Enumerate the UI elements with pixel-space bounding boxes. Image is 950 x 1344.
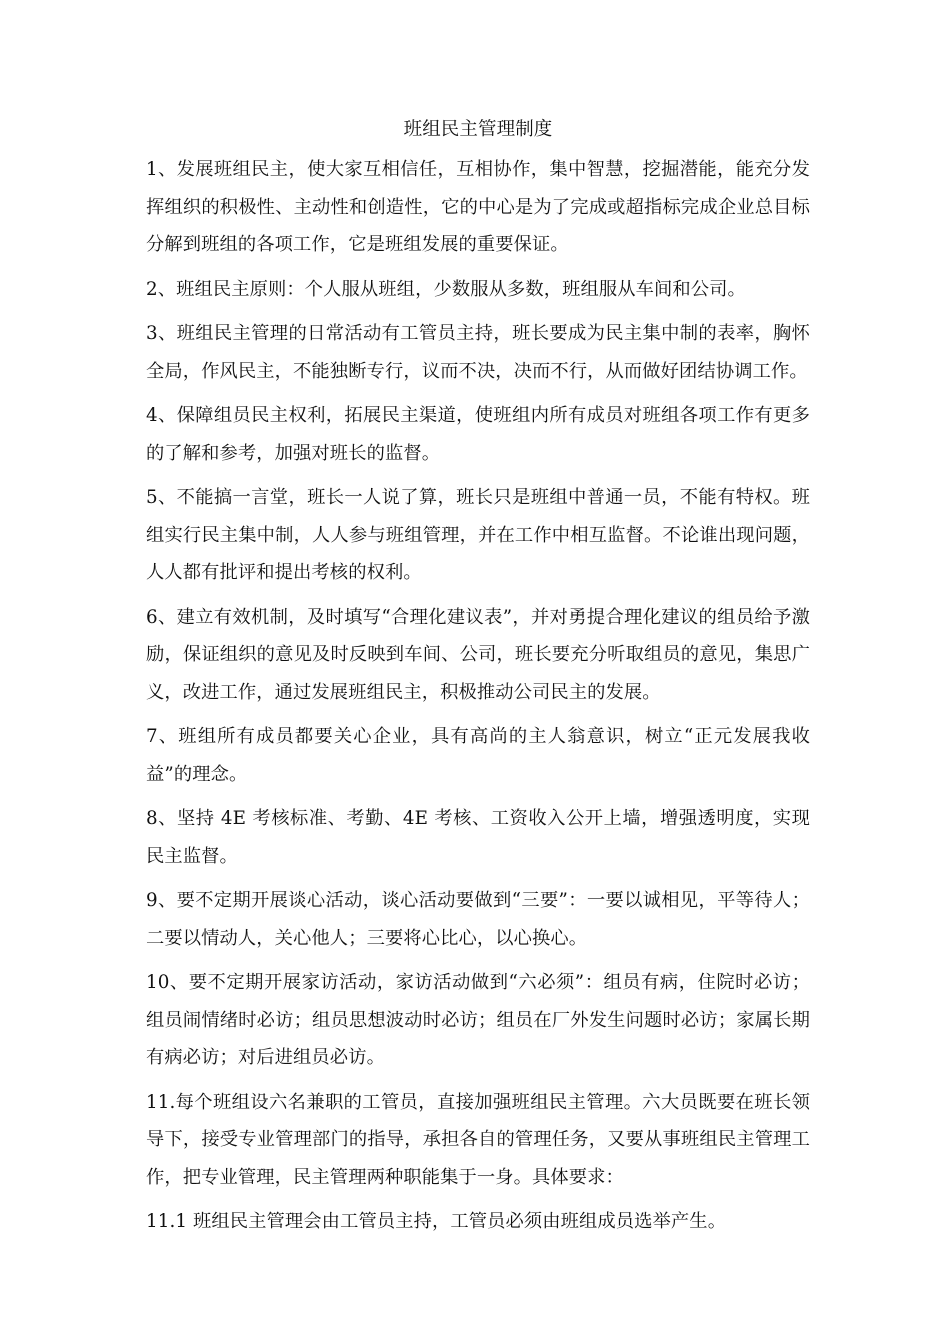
document-title: 班组民主管理制度 — [403, 119, 553, 140]
paragraph-1: 1、发展班组民主，使大家互相信任，互相协作，集中智慧，挖掘潜能，能充分发挥组织的积极性、主动性和创造性，它的中心是为了完成或超指标完成企业总目标分解到班组的各项工作，它是班组发展的重要保证。 — [146, 159, 810, 255]
paragraph-9: 9、要不定期开展谈心活动，谈心活动要做到“三要”：一要以诚相见，平等待人；二要以情动人，关心他人；三要将心比心，以心换心。 — [146, 890, 810, 949]
paragraph-2: 2、班组民主原则：个人服从班组，少数服从多数，班组服从车间和公司。 — [146, 278, 746, 300]
paragraph-4: 4、保障组员民主权利，拓展民主渠道，使班组内所有成员对班组各项工作有更多的了解和参考，加强对班长的监督。 — [146, 405, 810, 464]
paragraph-5: 5、不能搞一言堂，班长一人说了算，班长只是班组中普通一员，不能有特权。班组实行民主集中制，人人参与班组管理，并在工作中相互监督。不论谁出现问题，人人都有批评和提出考核的权利。 — [146, 487, 810, 583]
paragraph-10: 10、要不定期开展家访活动，家访活动做到“六必须”：组员有病，住院时必访；组员闹情绪时必访；组员思想波动时必访；组员在厂外发生问题时必访；家属长期有病必访；对后进组员必访。 — [146, 972, 810, 1068]
paragraph-6: 6、建立有效机制，及时填写“合理化建议表”，并对勇提合理化建议的组员给予激励，保证组织的意见及时反映到车间、公司，班长要充分听取组员的意见，集思广义，改进工作，通过发展班组民主，积极推动公司民主的发展。 — [146, 606, 810, 703]
paragraph-11-1: 11.1 班组民主管理会由工管员主持，工管员必须由班组成员选举产生。 — [146, 1211, 727, 1232]
paragraph-11: 11.每个班组设六名兼职的工管员，直接加强班组民主管理。六大员既要在班长领导下，接受专业管理部门的指导，承担各自的管理任务，又要从事班组民主管理工作，把专业管理，民主管理两种职能集于一身。具体要求： — [146, 1091, 810, 1188]
paragraph-8: 8、坚持 4E 考核标准、考勤、4E 考核、工资收入公开上墙，增强透明度，实现民主监督。 — [146, 808, 810, 867]
paragraph-7: 7、班组所有成员都要关心企业，具有高尚的主人翁意识，树立“正元发展我收益”的理念。 — [146, 726, 810, 785]
paragraph-3: 3、班组民主管理的日常活动有工管员主持，班长要成为民主集中制的表率，胸怀全局，作风民主，不能独断专行，议而不决，决而不行，从而做好团结协调工作。 — [146, 323, 810, 382]
document-page — [146, 114, 810, 1248]
